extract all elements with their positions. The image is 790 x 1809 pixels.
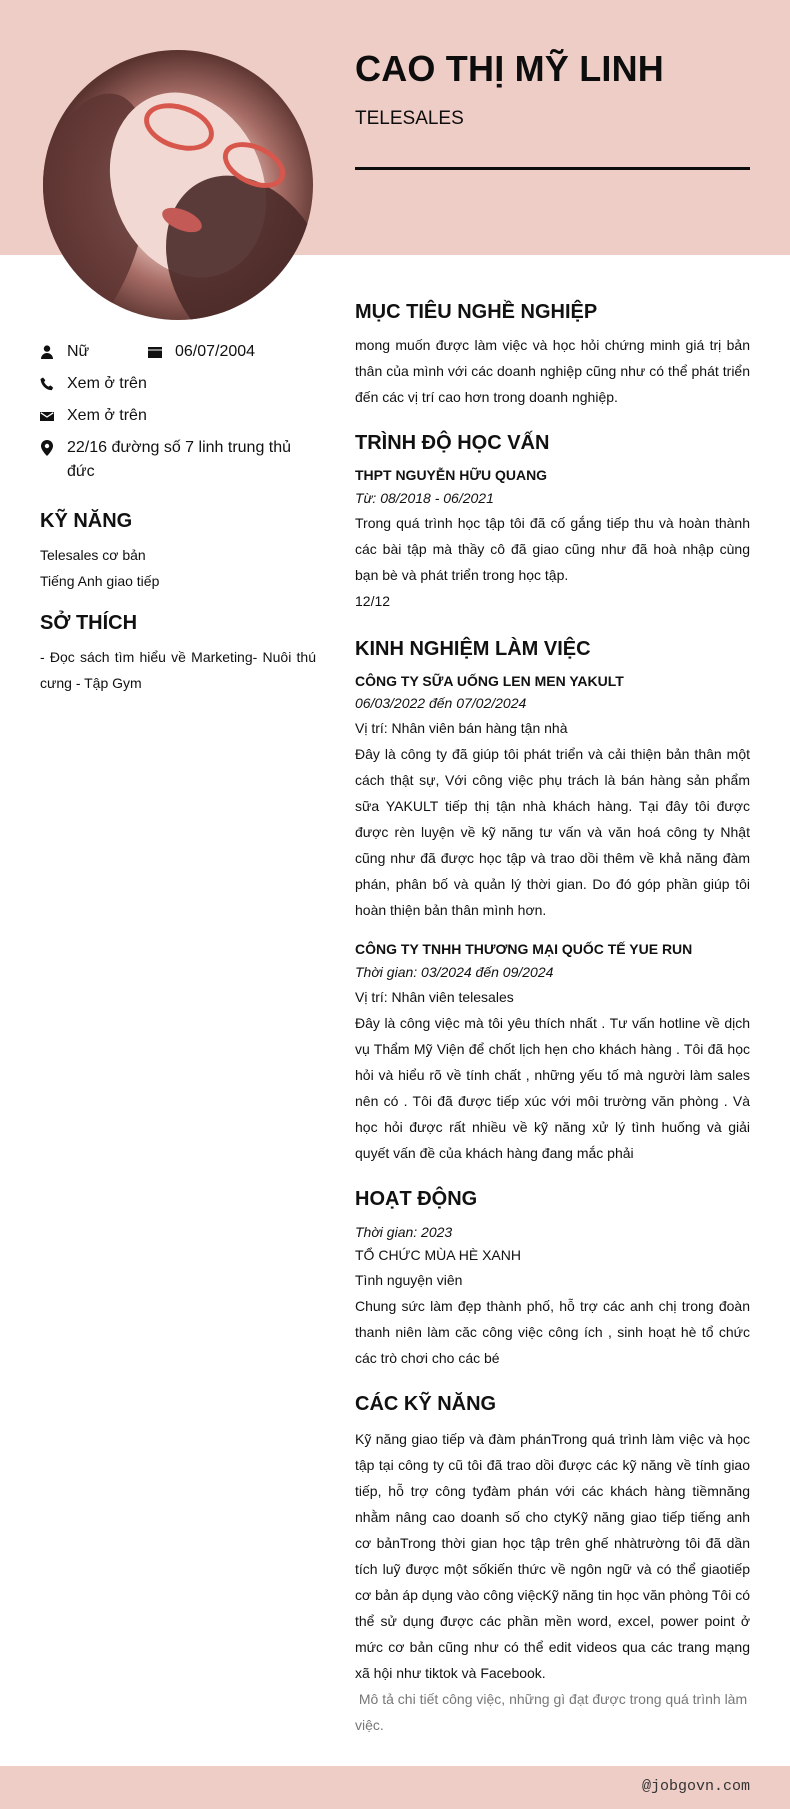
address-value: 22/16 đường số 7 linh trung thủ đức: [67, 439, 292, 480]
skills-detail-text: Kỹ năng giao tiếp và đàm phánTrong quá trình làm việc và học tập tại công ty cũ tôi đã trao dồi được các kỹ năng về tính giao tiếp, hỗ trợ công tyđàm phán với các khách hàng tiềmnăng nhằm nâng cao doanh số cho ctyKỹ năng giao tiếp tiếng anh cơ bảnTrong thời gian học tập trên ghế nhàtrường tôi đã dần tích luỹ được một sốkiến thức về ngôn ngữ và có thể giaotiếp cơ bản áp dụng vào công việcKỹ năng tin học văn phòng Tôi có thể sử dụng được các phần mền word, excel, power point ở mức cơ bản cũng như có thể edit videos qua các trang mạng xã hội như tiktok và Facebook.: [355, 1431, 750, 1681]
activity-role: Tình nguyện viên: [355, 1272, 463, 1288]
activity-description: Chung sức làm đẹp thành phố, hỗ trợ các anh chị trong đoàn thanh niên làm căc công việc công ích , sinh hoạt hè tổ chức các trò chơi cho các bé: [355, 1298, 750, 1366]
location-pin-icon: [40, 436, 67, 460]
hobbies-heading: SỞ THÍCH: [40, 612, 138, 634]
activities-heading: HOẠT ĐỘNG: [355, 1188, 478, 1210]
avatar: [43, 50, 313, 320]
phone-icon: [40, 372, 67, 396]
job-title: TELESALES: [355, 108, 464, 129]
activity-name: TỔ CHỨC MÙA HÈ XANH: [355, 1247, 521, 1263]
job-description: Đây là công ty đã giúp tôi phát triển và cải thiện bản thân một cách thật sự, Với công việc phụ trách là bán hàng sản phẩm sữa YAKULT tiếp thị tận nhà khách hàng. Tại đây tôi được được rèn luyện về kỹ năng tư vấn và văn hoá công ty Nhật cũng như đã được học tập và trao dồi thêm về khả năng đàm phán, phân bố và quản lý thời gian. Do đó góp phần giúp tôi hoàn thiện bản thân mình hơn.: [355, 746, 750, 918]
phone-value: Xem ở trên: [67, 375, 147, 392]
job-company: CÔNG TY TNHH THƯƠNG MẠI QUỐC TẾ YUE RUN: [355, 941, 693, 957]
job-company: CÔNG TY SỮA UỐNG LEN MEN YAKULT: [355, 673, 624, 689]
header-divider: [355, 167, 750, 170]
job-position: Vị trí: Nhân viên telesales: [355, 989, 514, 1005]
skills-detail-heading: CÁC KỸ NĂNG: [355, 1393, 497, 1415]
email-row: [40, 404, 297, 428]
job-position: Vị trí: Nhân viên bán hàng tận nhà: [355, 720, 568, 736]
experience-heading: KINH NGHIỆM LÀM VIỆC: [355, 638, 591, 660]
job-period: 06/03/2022 đến 07/02/2024: [355, 695, 527, 711]
skills-detail-placeholder: Mô tả chi tiết công việc, những gì đạt được trong quá trình làm việc.: [355, 1691, 752, 1733]
education-description: Trong quá trình học tập tôi đã cố gắng tiếp thu và hoàn thành các bài tập mà thầy cô đã giao cũng như đã hoà nhập cùng bạn bè và phát triển trong học tập.: [355, 515, 750, 583]
candidate-name: CAO THỊ MỸ LINH: [355, 48, 664, 89]
education-grade: 12/12: [355, 593, 391, 609]
skill-item: Tiếng Anh giao tiếp: [40, 573, 160, 589]
skill-item: Telesales cơ bản: [40, 547, 146, 563]
address-row: [40, 436, 297, 484]
footer-watermark: @jobgovn.com: [641, 1778, 750, 1795]
birthday-value: 06/07/2004: [175, 343, 256, 360]
email-icon: [40, 404, 67, 428]
hobbies-text: - Đọc sách tìm hiểu về Marketing- Nuôi thú cưng - Tập Gym: [40, 649, 316, 691]
activity-period: Thời gian: 2023: [355, 1224, 453, 1240]
job-description: Đây là công việc mà tôi yêu thích nhất . Tư vấn hotline về dịch vụ Thẩm Mỹ Viện để chốt lịch hẹn cho khách hàng . Tôi đã học hỏi và hiểu rõ về tính chất , những yếu tố mà người làm sales nên có . Tôi đã được tiếp xúc với môi trường văn phòng . Và học hỏi được rất nhiều về kỹ năng xử lý tình huống và giải quyết vấn đề của khách hàng đang mắc phải: [355, 1015, 750, 1161]
phone-row: [40, 372, 297, 396]
footer-band: [0, 1766, 790, 1809]
objective-text: mong muốn được làm việc và học hỏi chứng minh giá trị bản thân của mình với các doanh nghiệp cũng như có thể phát triển đến các vị trí cao hơn trong doanh nghiệp.: [355, 337, 750, 405]
skills-heading: KỸ NĂNG: [40, 510, 133, 532]
gender-value: Nữ: [67, 343, 90, 360]
gender-row: [40, 340, 147, 364]
education-period: Từ: 08/2018 - 06/2021: [355, 490, 494, 506]
birthday-row: [148, 340, 295, 364]
education-heading: TRÌNH ĐỘ HỌC VẤN: [355, 432, 550, 454]
objective-heading: MỤC TIÊU NGHỀ NGHIỆP: [355, 301, 598, 323]
job-period: Thời gian: 03/2024 đến 09/2024: [355, 964, 554, 980]
email-value: Xem ở trên: [67, 407, 147, 424]
education-school: THPT NGUYỄN HỮU QUANG: [355, 467, 548, 483]
calendar-icon: [148, 340, 175, 364]
person-icon: [40, 340, 67, 364]
